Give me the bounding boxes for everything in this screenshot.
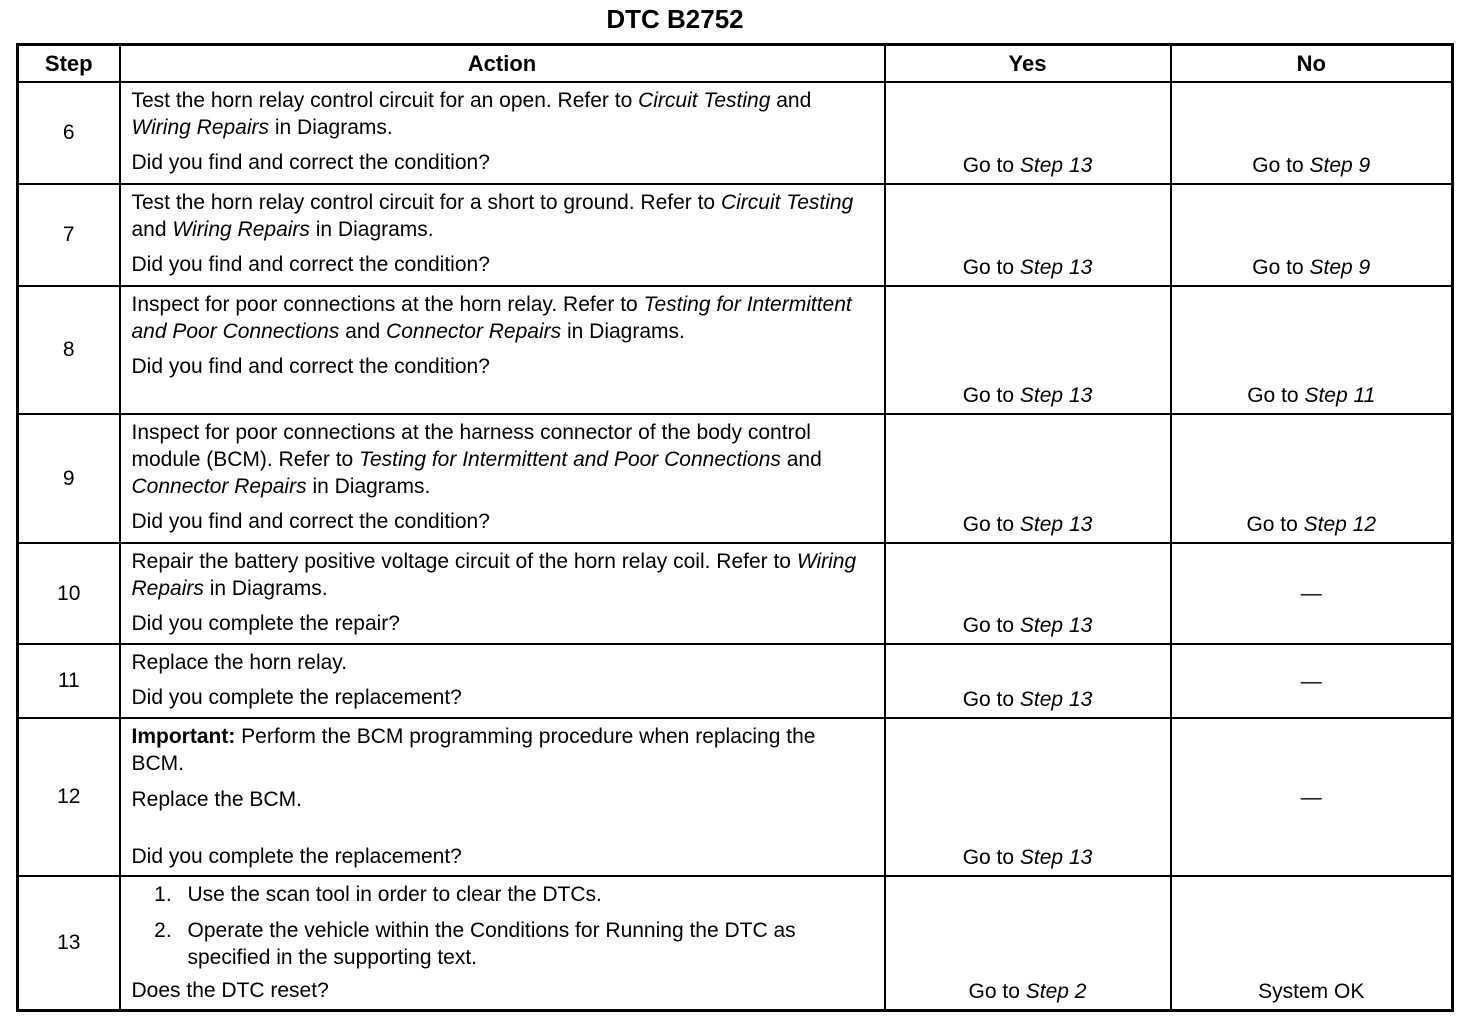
reference-link[interactable]: Connector Repairs	[386, 320, 562, 343]
diagrams-text: in Diagrams.	[566, 320, 685, 343]
header-row	[18, 45, 1453, 83]
step-link[interactable]: Step 9	[1309, 154, 1371, 177]
conjunction: and	[345, 320, 381, 343]
goto-label: Go to	[1247, 384, 1299, 407]
step-link[interactable]: Step 13	[1019, 256, 1093, 279]
reference-link[interactable]: Wiring Repairs	[131, 116, 270, 139]
goto-label: Go to	[962, 154, 1015, 177]
step-number: 8	[18, 286, 120, 414]
yes-cell	[885, 718, 1171, 876]
action-text: Inspect for poor connections at the harness connector of the body control module (BCM). Refer to	[131, 421, 811, 471]
action-cell	[120, 718, 885, 876]
table-row	[18, 414, 1453, 543]
question-text: Did you find and correct the condition?	[131, 510, 490, 533]
action-text: Test the horn relay control circuit for an open. Refer to	[131, 89, 633, 112]
step-number: 7	[18, 184, 120, 286]
action-text: Inspect for poor connections at the horn relay. Refer to	[131, 293, 638, 316]
yes-cell	[885, 286, 1171, 414]
diagrams-text: in Diagrams.	[274, 116, 393, 139]
conjunction: and	[786, 448, 822, 471]
step-link[interactable]: Step 13	[1019, 154, 1093, 177]
yes-cell	[885, 184, 1171, 286]
yes-cell	[885, 543, 1171, 644]
goto-label: Go to	[1246, 513, 1298, 536]
no-cell: —	[1171, 543, 1453, 644]
table-row	[18, 644, 1453, 718]
diagrams-text: in Diagrams.	[209, 577, 328, 600]
step-link[interactable]: Step 2	[1025, 979, 1087, 1003]
step-number: 6	[18, 82, 120, 184]
yes-cell	[885, 876, 1171, 1010]
reference-link[interactable]: Connector Repairs	[131, 475, 307, 498]
action-text: Repair the battery positive voltage circuit of the horn relay coil. Refer to	[131, 550, 791, 573]
step-link[interactable]: Step 11	[1304, 384, 1376, 407]
diagrams-text: in Diagrams.	[312, 475, 431, 498]
goto-label: Go to	[962, 384, 1015, 407]
no-cell	[1171, 184, 1453, 286]
goto-label: Go to	[962, 256, 1015, 279]
list-item: 1. Use the scan tool in order to clear the DTCs.	[178, 881, 874, 908]
step-link[interactable]: Step 13	[1019, 846, 1093, 869]
goto-label: Go to	[1252, 154, 1304, 177]
no-cell	[1171, 286, 1453, 414]
step-number: 11	[18, 644, 120, 718]
goto-label: Go to	[962, 614, 1015, 637]
step-number: 13	[18, 876, 120, 1010]
action-cell	[120, 414, 885, 543]
yes-cell	[885, 414, 1171, 543]
reference-link[interactable]: Circuit Testing	[638, 89, 771, 112]
action-text: Replace the horn relay.	[131, 651, 348, 674]
step-link[interactable]: Step 12	[1303, 513, 1377, 536]
question-text: Did you complete the replacement?	[131, 845, 462, 868]
no-cell: System OK	[1171, 876, 1453, 1010]
diagnostic-table	[16, 43, 1454, 1012]
action-text: Test the horn relay control circuit for a short to ground. Refer to	[131, 191, 716, 214]
table-row	[18, 543, 1453, 644]
question-text: Did you complete the replacement?	[131, 686, 462, 709]
step-link[interactable]: Step 13	[1019, 614, 1093, 637]
important-label: Important:	[131, 725, 236, 748]
instruction-list	[132, 881, 874, 971]
question-text: Did you find and correct the condition?	[131, 355, 490, 378]
action-cell	[120, 876, 885, 1010]
table-row	[18, 876, 1453, 1010]
no-cell: —	[1171, 718, 1453, 876]
diagrams-text: in Diagrams.	[315, 218, 434, 241]
header-no: No	[1171, 45, 1453, 83]
reference-link[interactable]: Wiring Repairs	[131, 550, 857, 600]
step-link[interactable]: Step 9	[1309, 256, 1371, 279]
goto-label: Go to	[1252, 256, 1304, 279]
reference-link[interactable]: Testing for Intermittent and Poor Connections	[131, 293, 852, 343]
step-link[interactable]: Step 13	[1019, 688, 1093, 711]
action-cell	[120, 82, 885, 184]
question-text: Did you complete the repair?	[131, 612, 400, 635]
goto-label: Go to	[968, 979, 1020, 1003]
action-cell	[120, 184, 885, 286]
table-row	[18, 184, 1453, 286]
action-text: Replace the BCM.	[131, 788, 302, 811]
no-cell: —	[1171, 644, 1453, 718]
no-cell	[1171, 414, 1453, 543]
list-item: 2. Operate the vehicle within the Conditions for Running the DTC as specified in the supporting text.	[178, 917, 874, 971]
step-number: 9	[18, 414, 120, 543]
header-action: Action	[120, 45, 885, 83]
step-number: 10	[18, 543, 120, 644]
question-text: Does the DTC reset?	[131, 979, 329, 1002]
goto-label: Go to	[962, 846, 1015, 869]
question-text: Did you find and correct the condition?	[131, 151, 490, 174]
table-row	[18, 286, 1453, 414]
action-text: Perform the BCM programming procedure when replacing the BCM.	[131, 725, 816, 775]
yes-cell	[885, 82, 1171, 184]
document-title: DTC B2752	[606, 4, 744, 34]
reference-link[interactable]: Wiring Repairs	[172, 218, 310, 241]
yes-cell	[885, 644, 1171, 718]
action-cell	[120, 644, 885, 718]
conjunction: and	[131, 218, 167, 241]
header-yes: Yes	[885, 45, 1171, 83]
step-number: 12	[18, 718, 120, 876]
goto-label: Go to	[962, 513, 1015, 536]
table-row	[18, 82, 1453, 184]
no-cell	[1171, 82, 1453, 184]
goto-label: Go to	[962, 688, 1015, 711]
reference-link[interactable]: Testing for Intermittent and Poor Connections	[359, 448, 781, 471]
step-link[interactable]: Step 13	[1019, 384, 1093, 407]
step-link[interactable]: Step 13	[1019, 513, 1093, 536]
action-cell	[120, 543, 885, 644]
table-row	[18, 718, 1453, 876]
action-cell	[120, 286, 885, 414]
header-step: Step	[18, 45, 120, 83]
conjunction: and	[776, 89, 812, 112]
reference-link[interactable]: Circuit Testing	[720, 191, 854, 214]
question-text: Did you find and correct the condition?	[131, 253, 490, 276]
